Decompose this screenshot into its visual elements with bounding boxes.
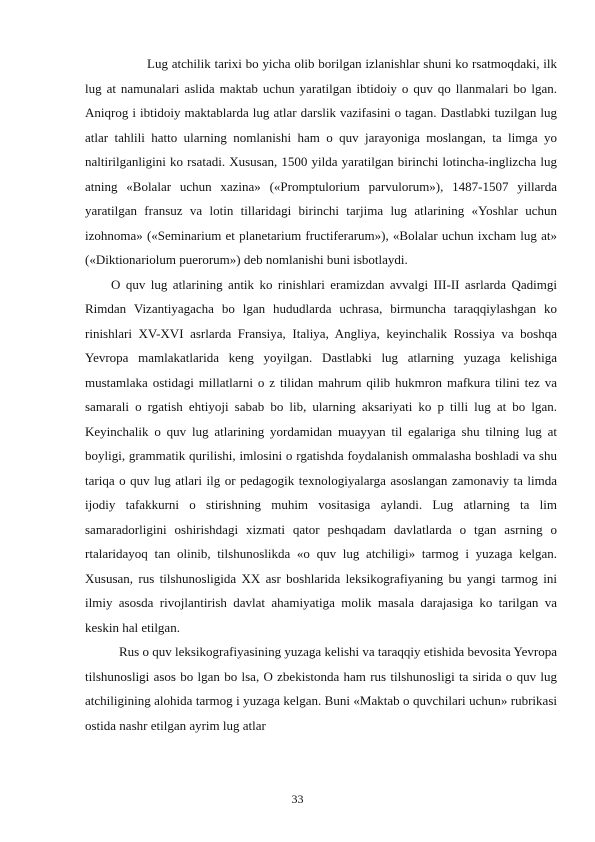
- paragraph-3: Rus o quv leksikografiyasining yuzaga kelishi va taraqqiy etishida bevosita Yevropa tilshunosligi asos bo lgan bo lsa, O zbekistonda ham rus tilshunosligi ta sirida o quv lug atchiligining alohida tarmog i yuzaga kelgan. Buni «Maktab o quvchilari uchun» rubrikasi ostida nashr etilgan ayrim lug atlar: [85, 644, 557, 733]
- paragraph-1: Lug atchilik tarixi bo yicha olib borilgan izlanishlar shuni ko rsatmoqdaki, ilk lug at namunalari aslida maktab uchun yaratilgan ibtidoiy o quv qo llanmalari bo lgan. Aniqrog i ibtidoiy maktablarda lug atlar darslik vazifasini o tagan. Dastlabki tuzilgan lug atlar tahlili hatto ularning nomlanishi ham o quv jarayoniga moslangan, ta limga yo naltirilganligini ko rsatadi. Xususan, 1500 yilda yaratilgan birinchi lotincha-inglizcha lug atning «Bolalar uchun xazina» («Promptulorium parvulorum»), 1487-1507 yillarda yaratilgan fransuz va lotin tillaridagi birinchi tarjima lug atlarining «Yoshlar uchun izohnoma» («Seminarium et planetarium fructiferarum»), «Bolalar uchun ixcham lug at» («Diktionariolum puerorum») deb nomlanishi buni isbotlaydi.: [85, 56, 557, 267]
- body-text: [85, 52, 557, 738]
- page-number: 33: [291, 792, 304, 806]
- paragraph-2: O quv lug atlarining antik ko rinishlari eramizdan avvalgi III-II asrlarda Qadimgi Rimdan Vizantiyagacha bo lgan hududlarda uchrasa, birmuncha taraqqiylashgan ko rinishlari XV-XVI asrlarda Fransiya, Italiya, Angliya, keyinchalik Rossiya va boshqa Yevropa mamlakatlarida keng yoyilgan. Dastlabki lug atlarning yuzaga kelishiga mustamlaka ostidagi millatlarni o z tilidan mahrum qilib hukmron mafkura tilini tez va samarali o rgatish ehtiyoji sabab bo lib, ularning aksariyati ko p tilli lug at bo lgan. Keyinchalik o quv lug atlarining yordamidan muayyan til egalariga shu tilning lug at boyligi, grammatik qurilishi, imlosini o rgatishda foydalanish ommalasha boshladi va shu tariqa o quv lug atlari ilg or pedagogik texnologiyalarga asoslangan zamonaviy ta limda ijodiy tafakkurni o stirishning muhim vositasiga aylandi. Lug atlarning ta lim samaradorligini oshirishdagi xizmati qator peshqadam davlatlarda o tgan asrning o rtalaridayoq tan olinib, tilshunoslikda «o quv lug atchiligi» tarmog i yuzaga kelgan. Xususan, rus tilshunosligida XX asr boshlarida leksikografiyaning bu yangi tarmog ini ilmiy asosda rivojlantirish davlat ahamiyatiga molik masala darajasiga ko tarilgan va keskin hal etilgan.: [85, 276, 557, 635]
